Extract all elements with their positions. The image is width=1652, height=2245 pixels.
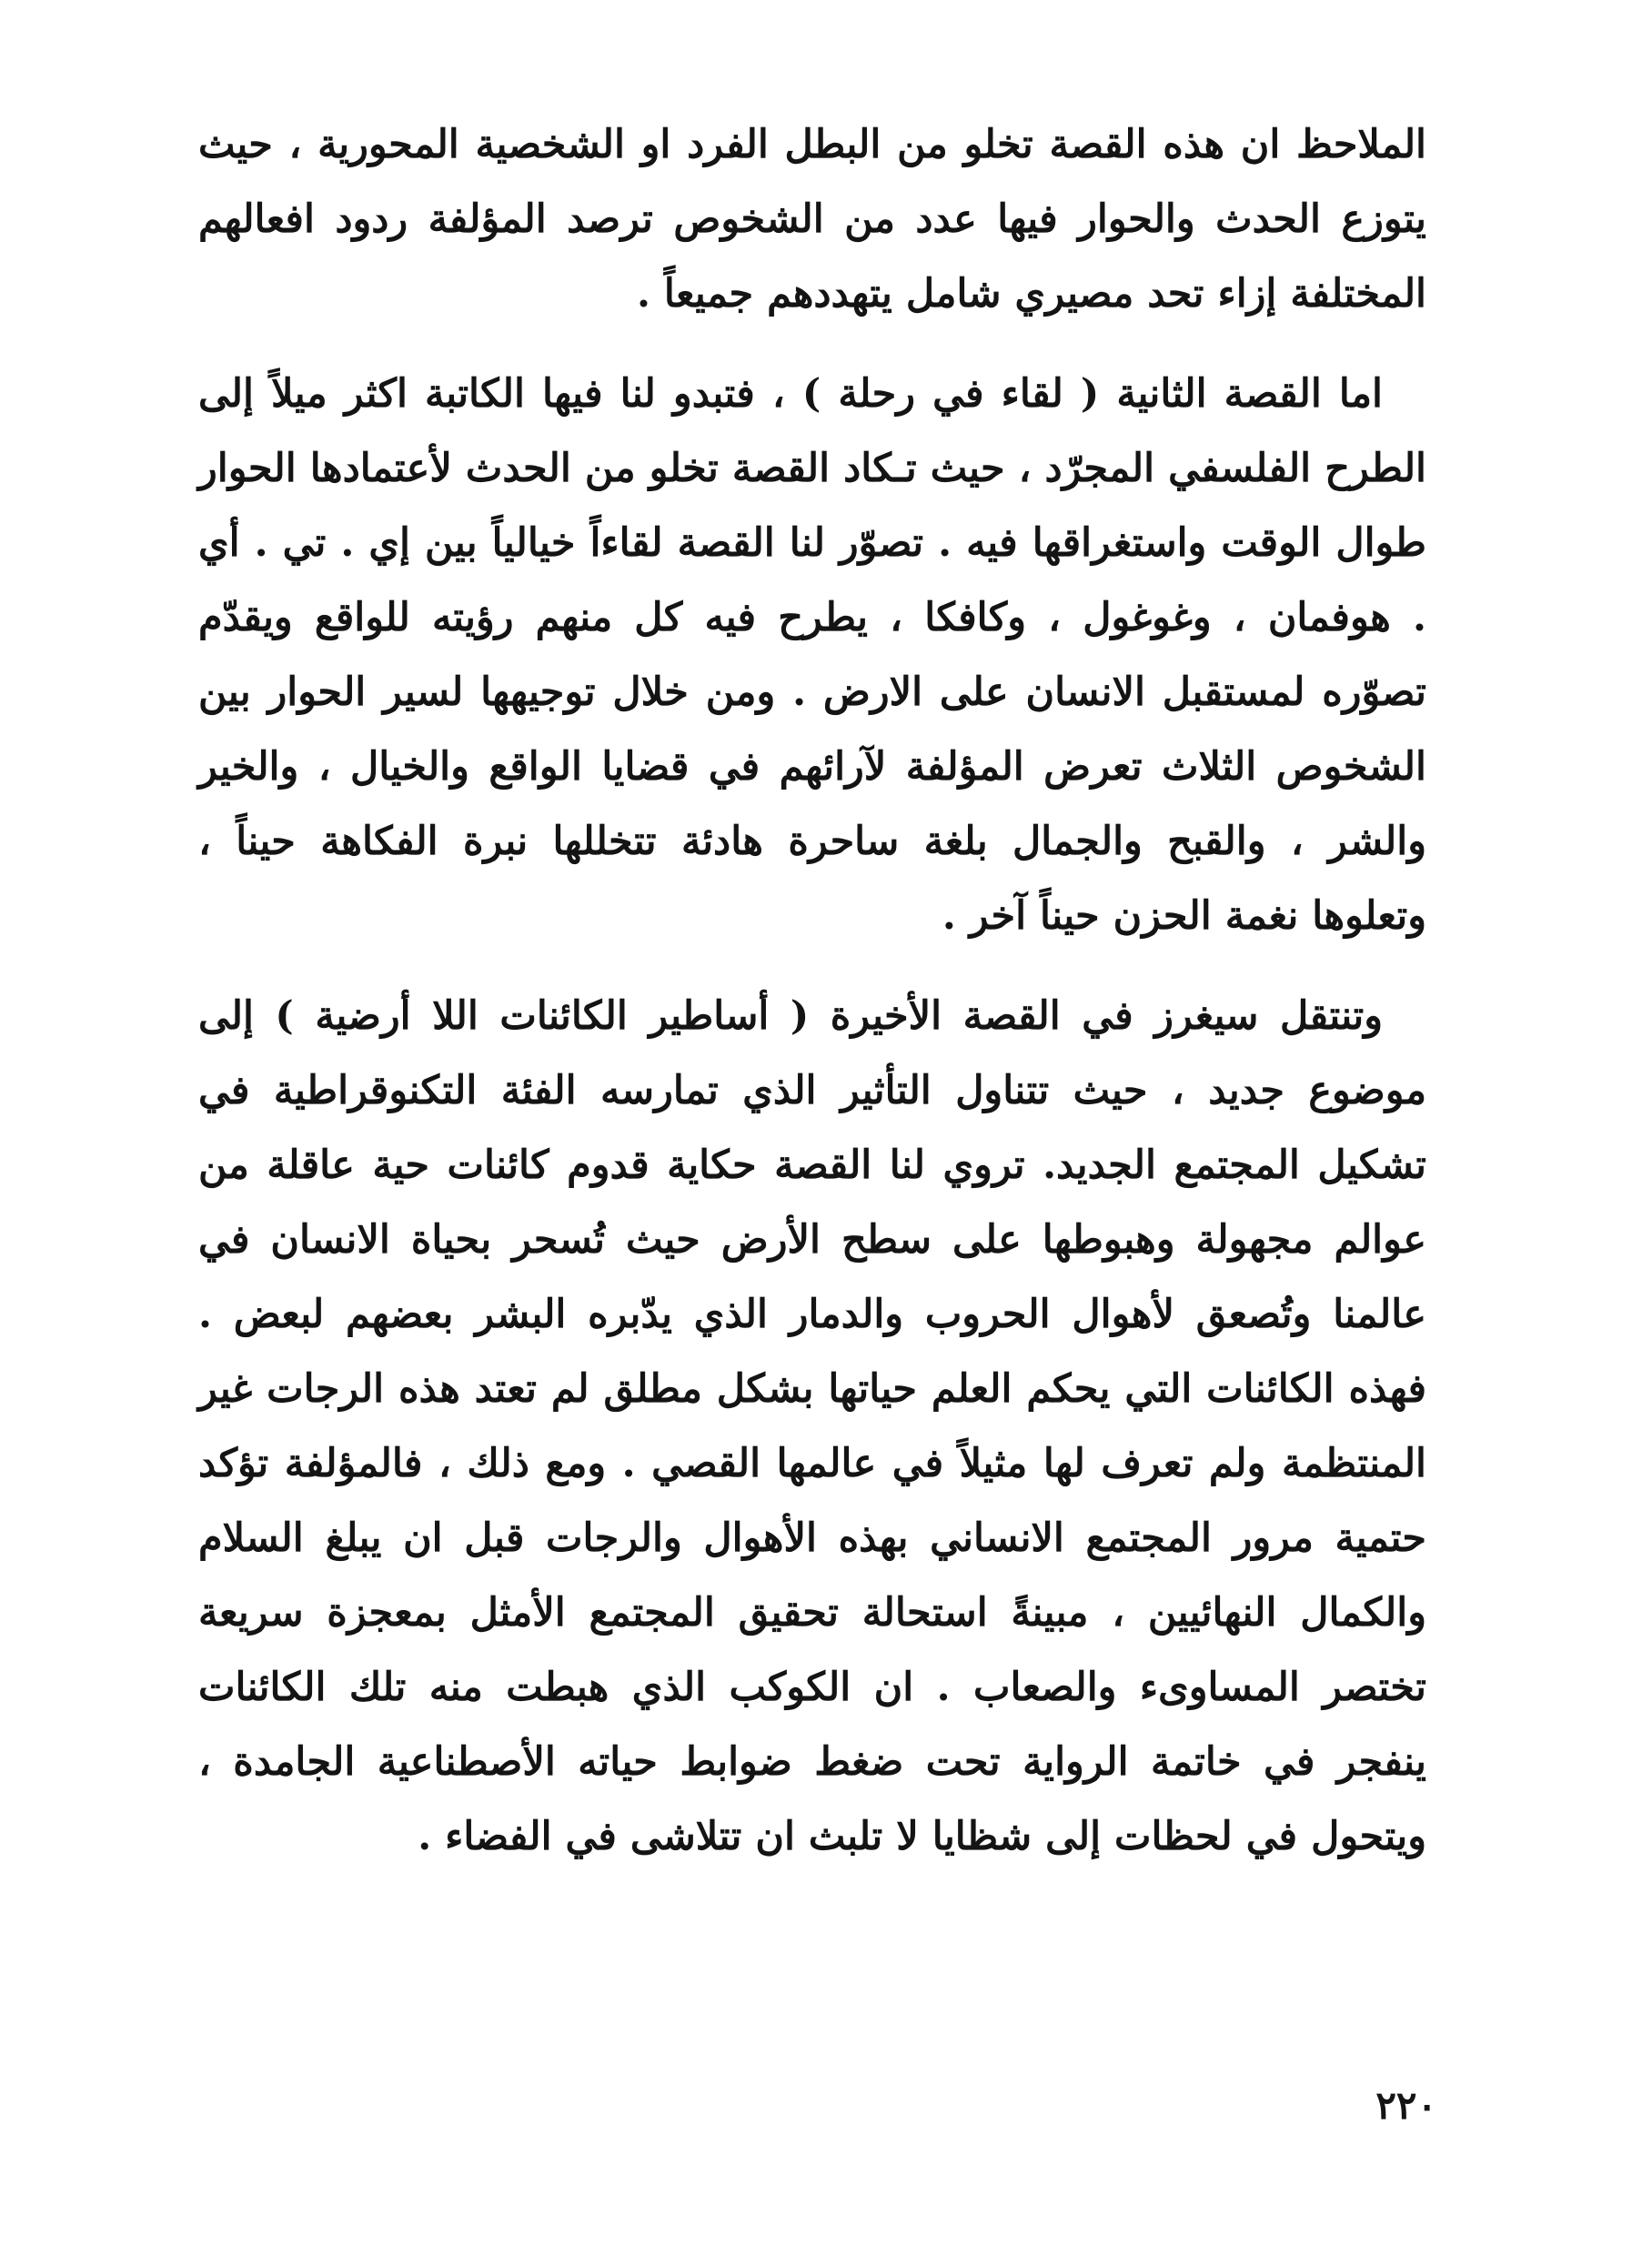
paragraph-3: وتنتقل سيغرز في القصة الأخيرة ( أساطير الكائنات اللا أرضية ) إلى موضوع جديد ، حيث تتناول التأثير الذي تمارسه الفئة التكنوقراطية في تشكيل المجتمع الجديد. تروي لنا القصة حكاية قدوم كائنات حية عاقلة من عوالم مجهولة وهبوطها على سطح الأرض حيث تُسحر بحياة الانسان في عالمنا وتُصعق لأهوال الحروب والدمار الذي يدّبره البشر بعضهم لبعض . فهذه الكائنات التي يحكم العلم حياتها بشكل مطلق لم تعتد هذه الرجات غير المنتظمة ولم تعرف لها مثيلاً في عالمها القصي . ومع ذلك ، فالمؤلفة تؤكد حتمية مرور المجتمع الانساني بهذه الأهوال والرجات قبل ان يبلغ السلام والكمال النهائيين ، مبينةً استحالة تحقيق المجتمع الأمثل بمعجزة سريعة تختصر المساوىء والصعاب . ان الكوكب الذي هبطت منه تلك الكائنات ينفجر في خاتمة الرواية تحت ضغط ضوابط حياته الأصطناعية الجامدة ، ويتحول في لحظات إلى شظايا لا تلبث ان تتلاشى في الفضاء . — [198, 993, 1426, 1859]
paragraph-2: اما القصة الثانية ( لقاء في رحلة ) ، فتبدو لنا فيها الكاتبة اكثر ميلاً إلى الطرح الفلسفي المجرّد ، حيث تـكاد القصة تخلو من الحدث لأعتمادها الحوار طوال الوقت واستغراقها فيه . تصوّر لنا القصة لقاءاً خيالياً بين إي . تي . أي . هوفمان ، وغوغول ، وكافكا ، يطرح فيه كل منهم رؤيته للواقع ويقدّم تصوّره لمستقبل الانسان على الارض . ومن خلال توجيهها لسير الحوار بين الشخوص الثلاث تعرض المؤلفة لآرائهم في قضايا الواقع والخيال ، والخير والشر ، والقبح والجمال بلغة ساحرة هادئة تتخللها نبرة الفكاهة حيناً ، وتعلوها نغمة الحزن حيناً آخر . — [198, 371, 1426, 939]
body-text — [198, 107, 1426, 1874]
page-number: ٢٢٠ — [1375, 2083, 1437, 2128]
paragraph-1: الملاحظ ان هذه القصة تخلو من البطل الفرد او الشخصية المحورية ، حيث يتوزع الحدث والحوار فيها عدد من الشخوص ترصد المؤلفة ردود افعالهم المختلفة إزاء تحد مصيري شامل يتهددهم جميعاً . — [198, 122, 1426, 317]
